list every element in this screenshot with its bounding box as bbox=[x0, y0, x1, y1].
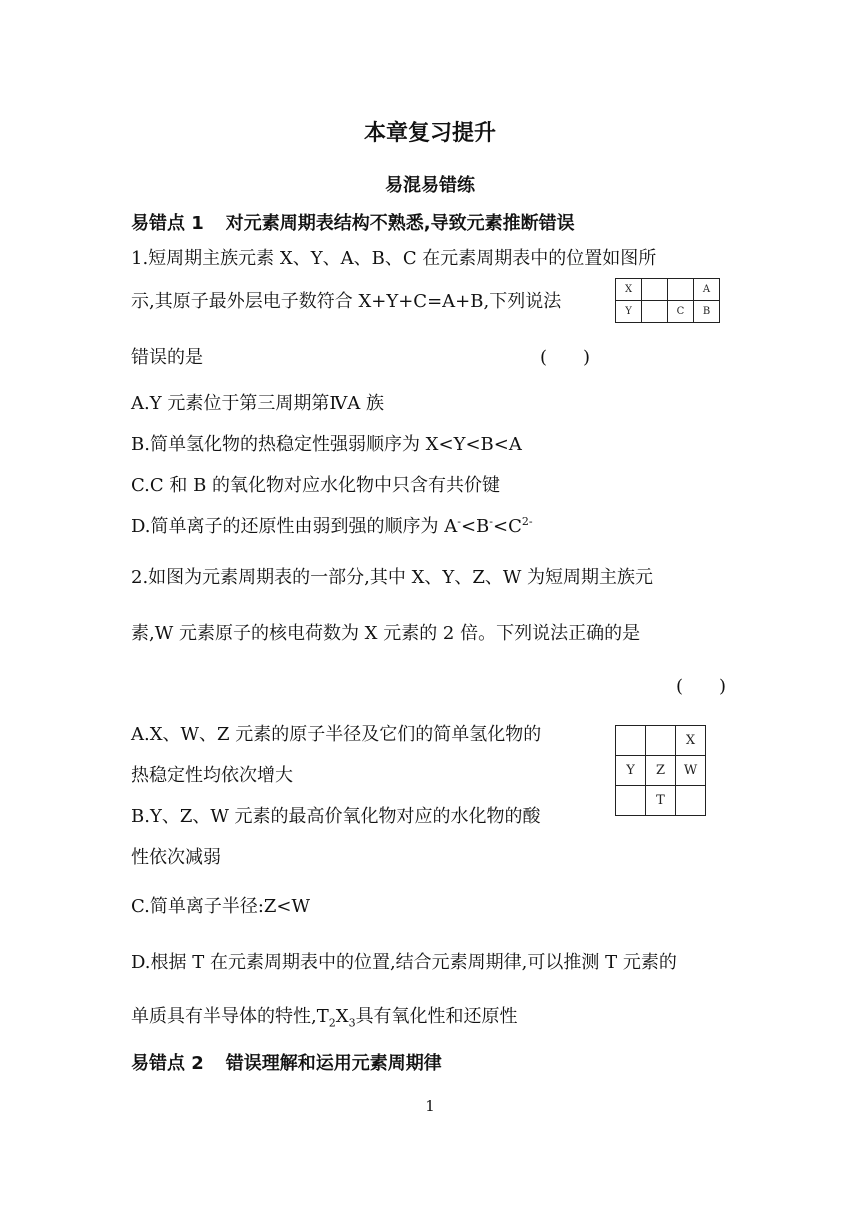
page-subtitle: 易混易错练 bbox=[385, 175, 475, 196]
q2-cell: W bbox=[676, 756, 706, 786]
q2-stem-line1: 2.如图为元素周期表的一部分,其中 X、Y、Z、W 为短周期主族元 bbox=[131, 567, 654, 588]
q2-option-c: C.简单离子半径:Z<W bbox=[131, 896, 311, 917]
q2-stem-line2: 素,W 元素原子的核电荷数为 X 元素的 2 倍。下列说法正确的是 bbox=[131, 623, 641, 644]
q1-stem-line3: 错误的是 bbox=[131, 347, 203, 368]
q2-answer-bracket: ( ) bbox=[676, 676, 727, 697]
q1-periodic-table-fragment bbox=[615, 278, 720, 323]
q1-option-b: B.简单氢化物的热稳定性强弱顺序为 X<Y<B<A bbox=[131, 434, 522, 455]
q2-option-b-line2: 性依次减弱 bbox=[131, 847, 221, 868]
page-title: 本章复习提升 bbox=[363, 121, 496, 146]
q1-stem-line1: 1.短周期主族元素 X、Y、A、B、C 在元素周期表中的位置如图所 bbox=[131, 248, 657, 269]
q2-periodic-table-fragment bbox=[615, 725, 706, 816]
q2-option-d-text: 单质具有半导体的特性,T bbox=[131, 1006, 329, 1027]
section-label: 易错点 1 bbox=[131, 213, 204, 234]
q2-cell bbox=[676, 786, 706, 816]
q1-cell: Y bbox=[616, 301, 642, 323]
q1-answer-bracket: ( ) bbox=[540, 347, 591, 368]
section-label: 易错点 2 bbox=[131, 1053, 204, 1074]
q2-option-d-text: X bbox=[335, 1006, 349, 1027]
q1-option-d-text: <B bbox=[460, 516, 490, 537]
section-heading-1 bbox=[131, 209, 575, 235]
charge-superscript: - bbox=[489, 515, 493, 528]
q2-option-d-text: 具有氧化性和还原性 bbox=[355, 1006, 518, 1027]
q2-cell: Y bbox=[616, 756, 646, 786]
section-text: 对元素周期表结构不熟悉,导致元素推断错误 bbox=[225, 213, 575, 234]
q2-cell bbox=[616, 786, 646, 816]
q1-option-d-text: D.简单离子的还原性由弱到强的顺序为 A bbox=[131, 516, 458, 537]
formula-subscript: 2 bbox=[328, 1016, 336, 1030]
q1-option-d-text: <C bbox=[492, 516, 522, 537]
q2-cell: Z bbox=[646, 756, 676, 786]
q2-cell bbox=[616, 726, 646, 756]
q2-option-d-line2 bbox=[131, 1002, 518, 1030]
q2-option-d-line1: D.根据 T 在元素周期表中的位置,结合元素周期律,可以推测 T 元素的 bbox=[131, 952, 677, 973]
q2-cell bbox=[646, 726, 676, 756]
q1-option-c: C.C 和 B 的氧化物对应水化物中只含有共价键 bbox=[131, 475, 501, 496]
q1-cell bbox=[642, 301, 668, 323]
section-heading-2 bbox=[131, 1049, 442, 1075]
q1-cell: A bbox=[694, 279, 720, 301]
q2-option-a-line2: 热稳定性均依次增大 bbox=[131, 765, 293, 786]
charge-superscript: - bbox=[457, 515, 461, 528]
section-text: 错误理解和运用元素周期律 bbox=[225, 1053, 442, 1074]
q2-cell: T bbox=[646, 786, 676, 816]
q2-cell: X bbox=[676, 726, 706, 756]
formula-subscript: 3 bbox=[348, 1016, 356, 1030]
q1-option-d bbox=[131, 512, 533, 538]
q1-cell: X bbox=[616, 279, 642, 301]
q1-cell bbox=[668, 279, 694, 301]
page-number: 1 bbox=[425, 1097, 435, 1115]
q1-option-a: A.Y 元素位于第三周期第ⅣA 族 bbox=[131, 393, 385, 414]
charge-superscript: 2- bbox=[521, 515, 533, 528]
q2-option-b-line1: B.Y、Z、W 元素的最高价氧化物对应的水化物的酸 bbox=[131, 806, 541, 827]
q1-cell: C bbox=[668, 301, 694, 323]
q1-cell: B bbox=[694, 301, 720, 323]
q1-stem-line2: 示,其原子最外层电子数符合 X+Y+C=A+B,下列说法 bbox=[131, 291, 562, 312]
q1-cell bbox=[642, 279, 668, 301]
q2-option-a-line1: A.X、W、Z 元素的原子半径及它们的简单氢化物的 bbox=[131, 724, 542, 745]
